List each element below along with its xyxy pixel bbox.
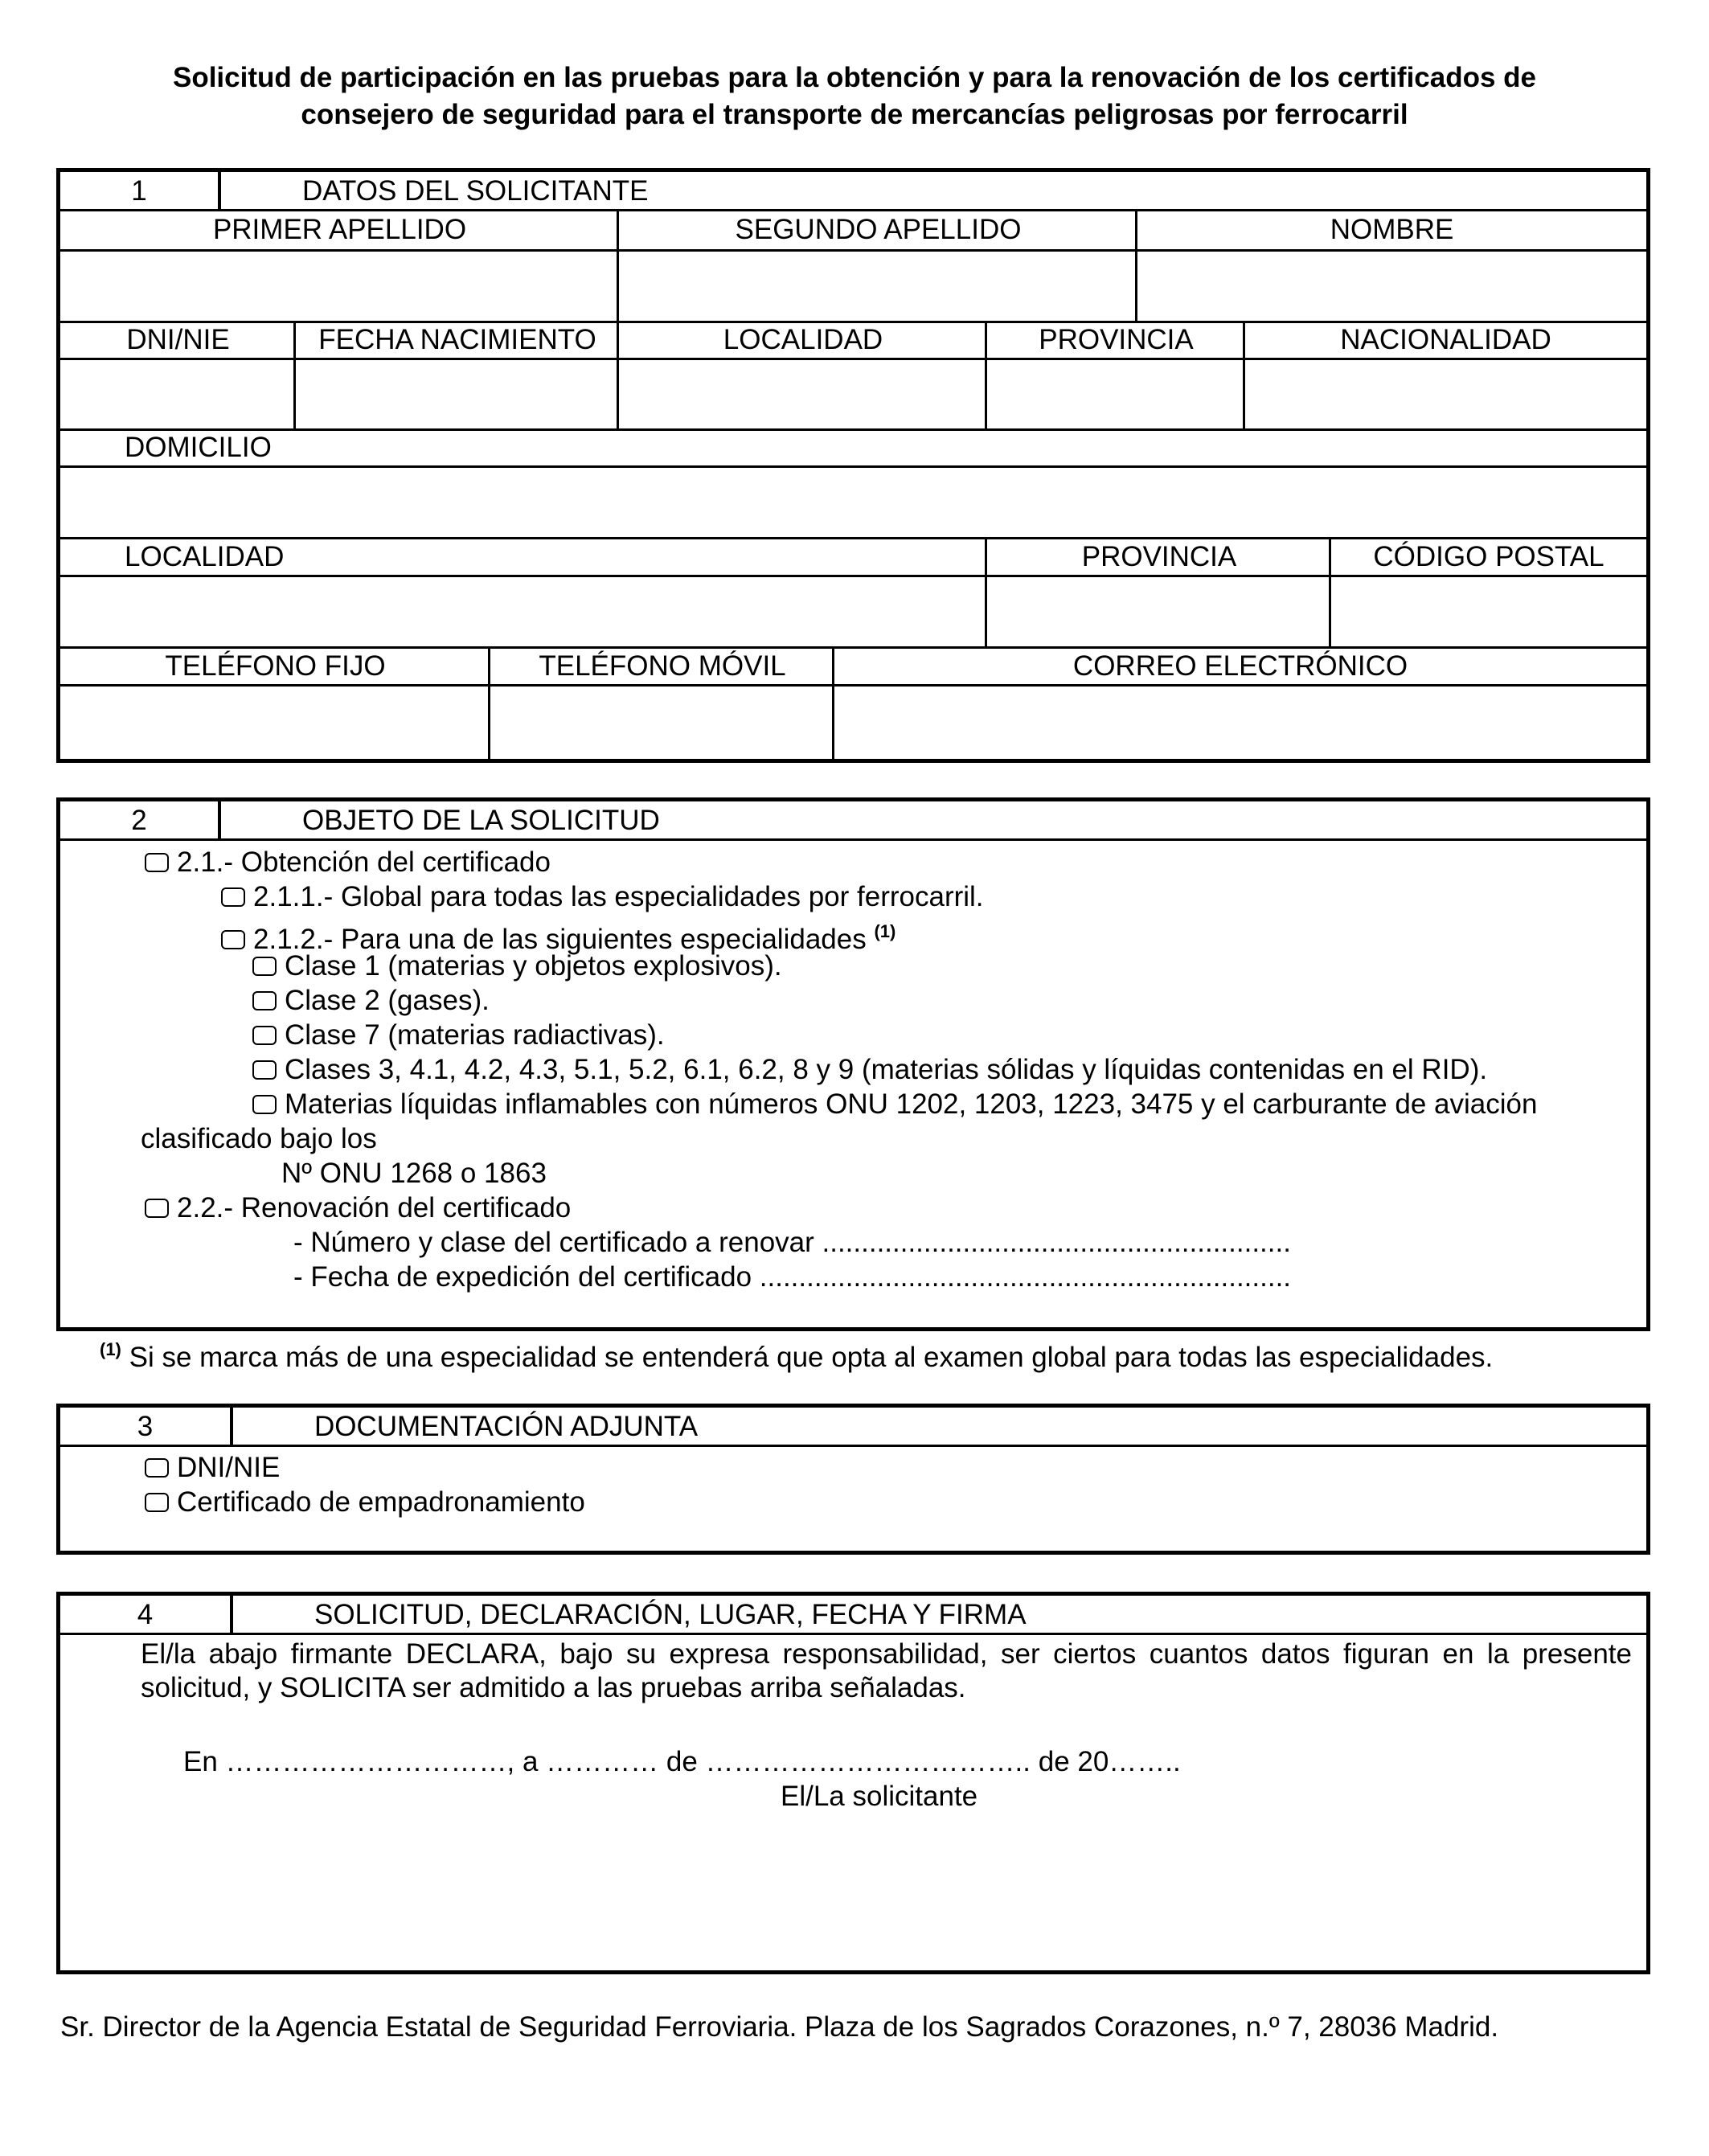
checkbox-2-1-2[interactable] (221, 930, 245, 949)
domicilio-field[interactable] (60, 468, 1646, 536)
checkbox-liquidas[interactable] (252, 1095, 277, 1114)
option-2-1-1-label: 2.1.1.- Global para todas las especialidades por ferrocarril. (253, 881, 984, 912)
option-clase-1[interactable] (252, 949, 782, 983)
label-provincia: PROVINCIA (1081, 541, 1237, 572)
telefono-movil-field[interactable] (493, 687, 832, 759)
checkbox-2-1[interactable] (145, 853, 169, 872)
option-liquidas-line-3: Nº ONU 1268 o 1863 (281, 1158, 547, 1189)
section-2-number: 2 (60, 801, 221, 838)
footnote-mark: (1) (100, 1339, 121, 1359)
doc-empadronamiento-label: Certificado de empadronamiento (177, 1486, 585, 1518)
fecha-nacimiento-field[interactable] (298, 360, 617, 426)
fecha-expedicion-field[interactable]: - Fecha de expedición del certificado .................................................................... (293, 1261, 1292, 1293)
provincia-field[interactable] (990, 577, 1329, 646)
option-2-1-2-label: 2.1.2.- Para una de las siguientes especialidades (253, 924, 867, 955)
localidad-nacimiento-field[interactable] (621, 360, 985, 426)
label-correo: CORREO ELECTRÓNICO (1072, 650, 1408, 682)
option-clase-2-label: Clase 2 (gases). (285, 985, 490, 1016)
label-localidad: LOCALIDAD (125, 541, 285, 572)
checkbox-2-1-1[interactable] (221, 887, 245, 907)
section-3-header (60, 1408, 1646, 1447)
section-3-number: 3 (60, 1408, 233, 1445)
divider (617, 211, 619, 322)
option-clase-2[interactable] (252, 983, 490, 1018)
codigo-postal-field[interactable] (1334, 577, 1646, 646)
localidad-field[interactable] (60, 577, 985, 646)
doc-dni-label: DNI/NIE (177, 1452, 281, 1483)
divider (1135, 211, 1137, 322)
dni-field[interactable] (60, 360, 293, 426)
section-4-number: 4 (60, 1596, 233, 1633)
option-2-2-label: 2.2.- Renovación del certificado (177, 1192, 572, 1224)
footnote-text: Si se marca más de una especialidad se entenderá que opta al examen global para todas las especialidades. (129, 1342, 1494, 1373)
label-domicilio: DOMICILIO (125, 432, 272, 463)
section-2-header (60, 801, 1646, 841)
checkbox-clase-1[interactable] (252, 957, 277, 976)
checkbox-doc-empadronamiento[interactable] (145, 1493, 169, 1512)
form-title-line-2: consejero de seguridad para el transporte de mercancías peligrosas por ferrocarril (301, 99, 1408, 130)
form-title-line-1: Solicitud de participación en las pruebas para la obtención y para la renovación de los certificados de (172, 62, 1537, 93)
declaration-text: El/la abajo firmante DECLARA, bajo su expresa responsabilidad, ser ciertos cuantos datos figuran en la presente solicitud, y SOLICITA ser admitido a las pruebas arriba señaladas. (141, 1638, 1632, 1703)
place-date-line[interactable]: En …………………………, a ………… de …………………………….. de 20…….. (183, 1746, 1181, 1777)
form-title (0, 59, 1709, 133)
option-clase-7[interactable] (252, 1018, 665, 1052)
footnote-reference: (1) (874, 921, 896, 941)
signature-area[interactable] (60, 1817, 1646, 1970)
label-nacionalidad: NACIONALIDAD (1340, 324, 1551, 355)
option-clase-7-label: Clase 7 (materias radiactivas). (285, 1019, 665, 1051)
option-2-1[interactable] (145, 845, 551, 879)
label-provincia-nacimiento: PROVINCIA (1039, 324, 1194, 355)
doc-empadronamiento[interactable] (145, 1485, 585, 1519)
divider (60, 646, 1646, 649)
option-2-1-label: 2.1.- Obtención del certificado (177, 846, 551, 878)
option-clases-varias-label: Clases 3, 4.1, 4.2, 4.3, 5.1, 5.2, 6.1, 6.2, 8 y 9 (materias sólidas y líquidas contenidas en el RID). (285, 1054, 1488, 1085)
option-2-1-1[interactable] (221, 879, 984, 914)
provincia-nacimiento-field[interactable] (990, 360, 1243, 426)
checkbox-clases-varias[interactable] (252, 1060, 277, 1080)
label-localidad-nacimiento: LOCALIDAD (723, 324, 883, 355)
nacionalidad-field[interactable] (1248, 360, 1646, 426)
label-nombre: NOMBRE (1330, 214, 1454, 245)
label-telefono-fijo: TELÉFONO FIJO (165, 650, 386, 682)
option-liquidas-line-2: clasificado bajo los (141, 1123, 377, 1154)
nombre-field[interactable] (1140, 252, 1646, 319)
checkbox-clase-7[interactable] (252, 1026, 277, 1045)
divider (293, 322, 296, 429)
section-2-objeto-solicitud (56, 797, 1650, 1331)
telefono-fijo-field[interactable] (60, 687, 488, 759)
section-1-number: 1 (60, 172, 221, 209)
section-4-header (60, 1596, 1646, 1635)
divider (832, 647, 834, 759)
section-1-header (60, 172, 1646, 211)
option-2-2[interactable] (145, 1191, 571, 1225)
section-3-documentacion (56, 1404, 1650, 1555)
doc-dni[interactable] (145, 1450, 280, 1485)
segundo-apellido-field[interactable] (621, 252, 1135, 319)
label-primer-apellido: PRIMER APELLIDO (212, 214, 467, 245)
correo-field[interactable] (837, 687, 1646, 759)
divider (985, 538, 987, 647)
divider (985, 322, 987, 429)
label-telefono-movil: TELÉFONO MÓVIL (539, 650, 786, 682)
divider (1243, 322, 1245, 429)
section-3-title: DOCUMENTACIÓN ADJUNTA (314, 1411, 699, 1442)
label-codigo-postal: CÓDIGO POSTAL (1373, 541, 1604, 572)
option-clases-varias[interactable] (252, 1052, 1487, 1087)
label-fecha-nacimiento: FECHA NACIMIENTO (318, 324, 596, 355)
section-1-title: DATOS DEL SOLICITANTE (302, 175, 649, 207)
divider (617, 322, 619, 429)
divider (1329, 538, 1331, 647)
section-1-datos-solicitante (56, 168, 1650, 763)
section-2-title: OBJETO DE LA SOLICITUD (302, 805, 660, 836)
footnote (100, 1333, 1493, 1375)
primer-apellido-field[interactable] (60, 252, 617, 319)
label-segundo-apellido: SEGUNDO APELLIDO (735, 214, 1022, 245)
label-dni: DNI/NIE (126, 324, 230, 355)
option-liquidas-label: Materias líquidas inflamables con números ONU 1202, 1203, 1223, 3475 y el carburante de aviación (285, 1088, 1538, 1120)
divider (488, 647, 490, 759)
divider (60, 537, 1646, 539)
checkbox-2-2[interactable] (145, 1199, 169, 1218)
divider (60, 428, 1646, 431)
divider (60, 321, 1646, 323)
option-liquidas[interactable] (252, 1087, 1537, 1121)
option-clase-1-label: Clase 1 (materias y objetos explosivos). (285, 950, 782, 982)
footer-address: Sr. Director de la Agencia Estatal de Seguridad Ferroviaria. Plaza de los Sagrados Corazones, n.º 7, 28036 Madrid. (60, 2011, 1499, 2043)
section-4-title: SOLICITUD, DECLARACIÓN, LUGAR, FECHA Y FIRMA (314, 1599, 1027, 1630)
numero-clase-certificado-field[interactable]: - Número y clase del certificado a renovar ............................................................ (293, 1227, 1291, 1258)
checkbox-doc-dni[interactable] (145, 1458, 169, 1478)
section-4-declaracion (56, 1592, 1650, 1974)
signer-label: El/La solicitante (781, 1781, 978, 1812)
checkbox-clase-2[interactable] (252, 991, 277, 1010)
